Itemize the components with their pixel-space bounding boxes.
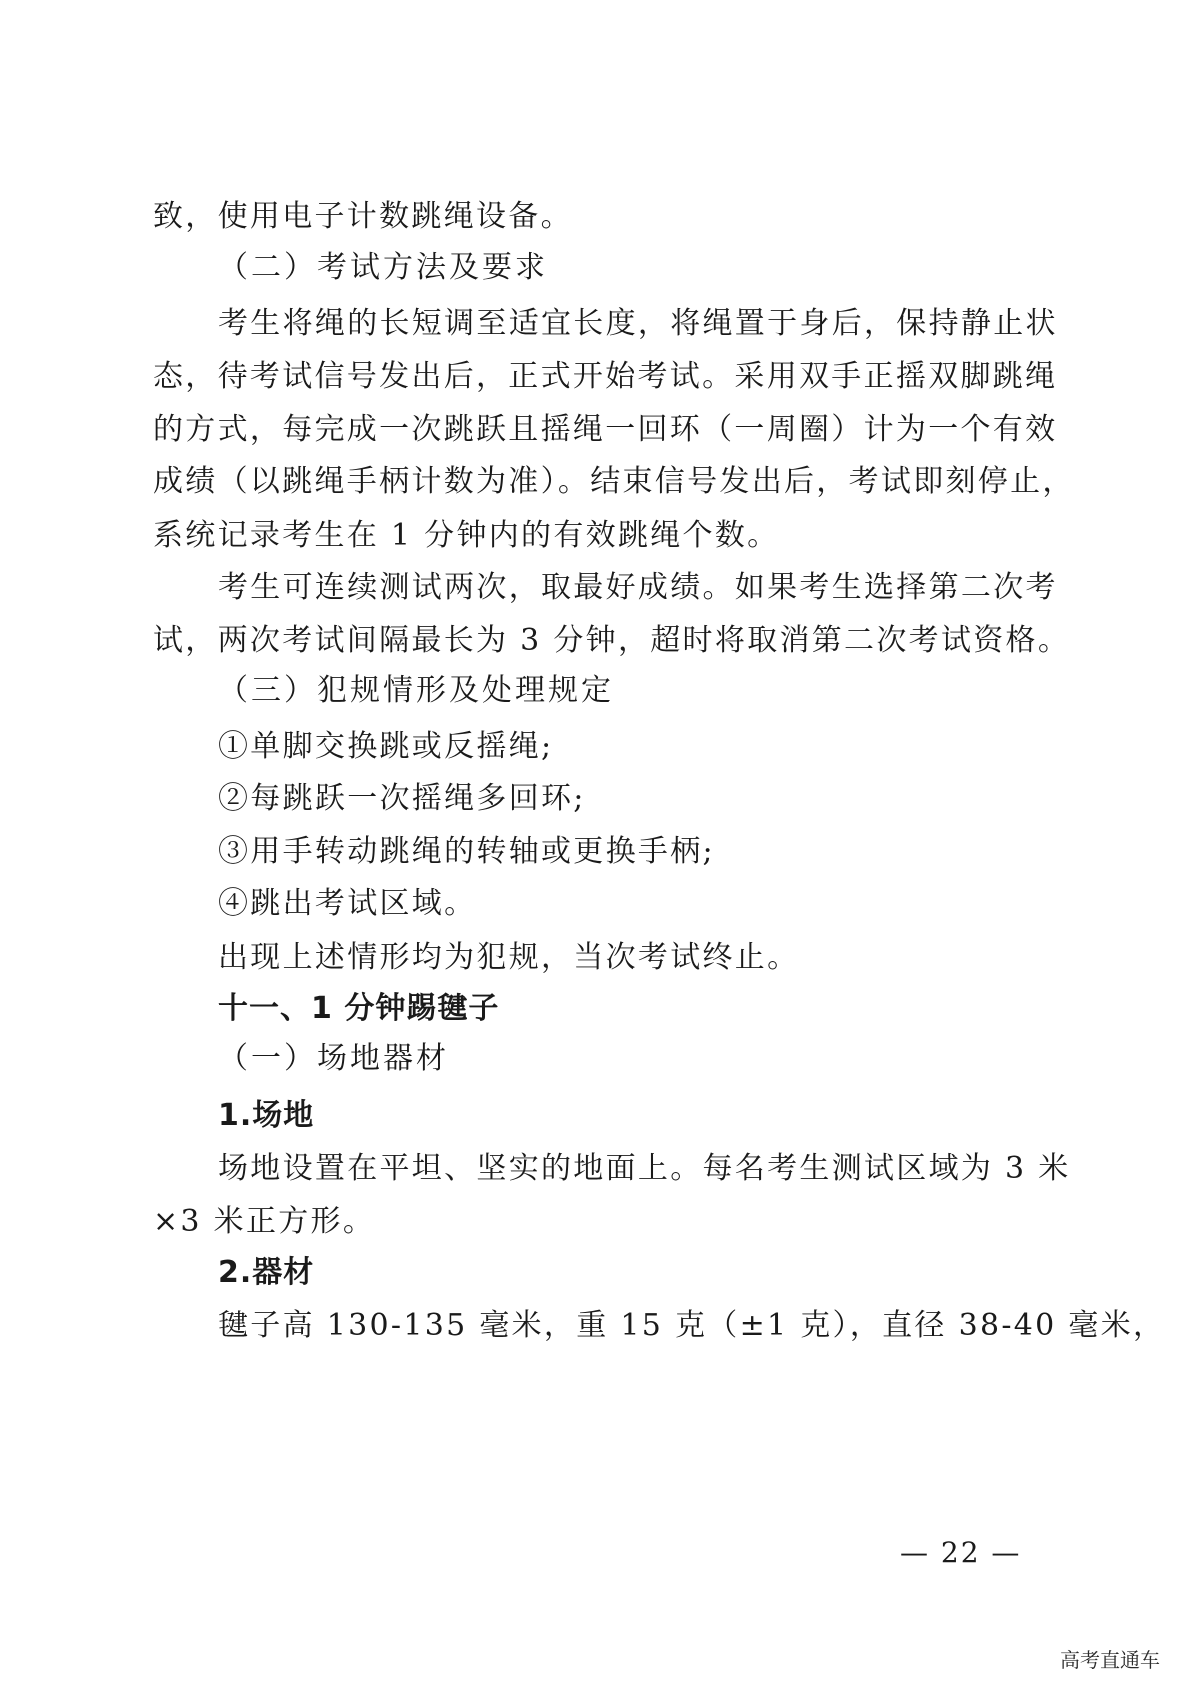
page-number: — 22 — — [900, 1536, 1022, 1569]
text-line: 毽子高 130-135 毫米，重 15 克（±1 克），直径 38-40 毫米， — [218, 1308, 1166, 1343]
text-line: 考生可连续测试两次，取最好成绩。如果考生选择第二次考 — [218, 570, 1058, 605]
text-line: 出现上述情形均为犯规，当次考试终止。 — [218, 940, 800, 975]
text-line: 系统记录考生在 1 分钟内的有效跳绳个数。 — [153, 518, 780, 553]
list-item: ④跳出考试区域。 — [218, 886, 477, 921]
text-line: 的方式，每完成一次跳跃且摇绳一回环（一周圈）计为一个有效 — [153, 412, 1058, 447]
item-heading: 1.场地 — [218, 1098, 315, 1133]
text-line: ×3 米正方形。 — [153, 1204, 376, 1239]
item-heading: 2.器材 — [218, 1255, 315, 1290]
text-line: 场地设置在平坦、坚实的地面上。每名考生测试区域为 3 米 — [218, 1151, 1071, 1186]
list-item: ③用手转动跳绳的转轴或更换手柄; — [218, 834, 715, 869]
section-subheading: （三）犯规情形及处理规定 — [218, 673, 614, 708]
text-line: 成绩（以跳绳手柄计数为准）。结束信号发出后，考试即刻停止， — [153, 464, 1075, 499]
text-line: 致，使用电子计数跳绳设备。 — [153, 199, 573, 234]
section-subheading: （二）考试方法及要求 — [218, 250, 548, 285]
section-subheading: （一）场地器材 — [218, 1041, 449, 1076]
list-item: ②每跳跃一次摇绳多回环; — [218, 781, 586, 816]
section-heading: 十一、1 分钟踢毽子 — [218, 991, 500, 1026]
watermark-text: 高考直通车 — [1060, 1648, 1160, 1672]
text-line: 考生将绳的长短调至适宜长度，将绳置于身后，保持静止状 — [218, 306, 1058, 341]
text-line: 试，两次考试间隔最长为 3 分钟，超时将取消第二次考试资格。 — [153, 623, 1071, 658]
text-line: 态，待考试信号发出后，正式开始考试。采用双手正摇双脚跳绳 — [153, 359, 1058, 394]
list-item: ①单脚交换跳或反摇绳; — [218, 729, 554, 764]
